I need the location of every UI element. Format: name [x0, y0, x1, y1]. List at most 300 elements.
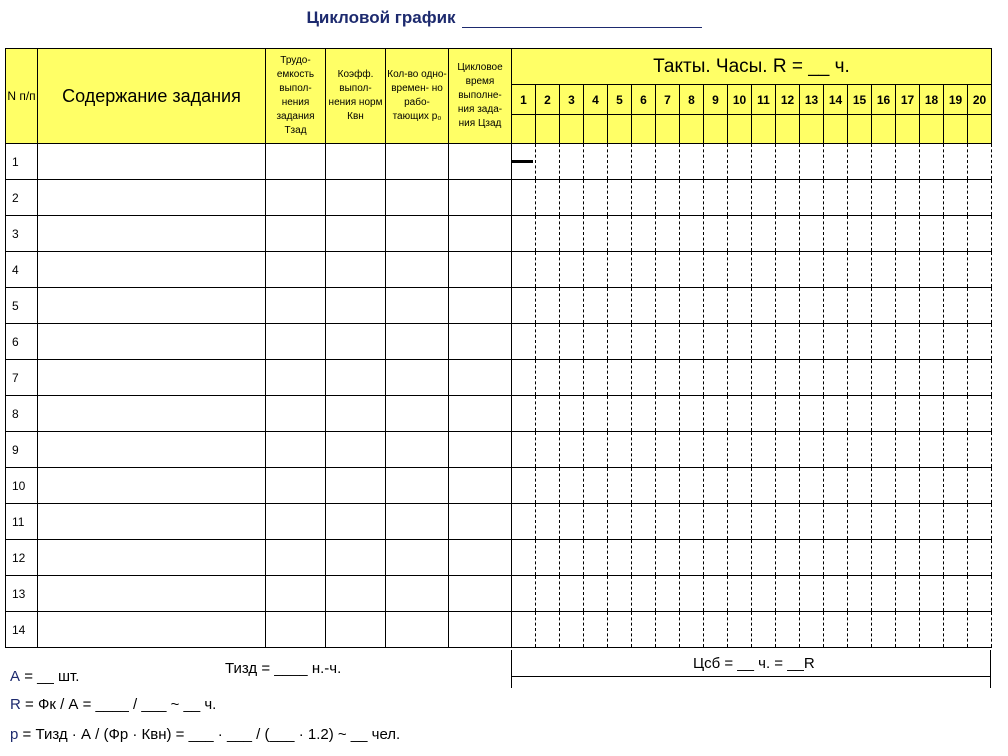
tact-cell[interactable] — [704, 468, 728, 504]
table-cell[interactable] — [266, 612, 326, 648]
tact-cell[interactable] — [920, 180, 944, 216]
tact-cell[interactable] — [968, 324, 992, 360]
tact-cell[interactable] — [536, 144, 560, 180]
tact-cell[interactable] — [968, 360, 992, 396]
tact-cell[interactable] — [824, 432, 848, 468]
tact-cell[interactable] — [704, 612, 728, 648]
table-cell[interactable] — [326, 540, 386, 576]
tact-cell[interactable] — [944, 360, 968, 396]
tact-cell[interactable] — [872, 432, 896, 468]
table-cell[interactable] — [266, 216, 326, 252]
tact-cell[interactable] — [776, 576, 800, 612]
tact-cell[interactable] — [944, 540, 968, 576]
table-cell[interactable] — [38, 180, 266, 216]
tact-cell[interactable] — [656, 540, 680, 576]
tact-cell[interactable] — [560, 396, 584, 432]
tact-cell[interactable] — [704, 252, 728, 288]
tact-cell[interactable] — [632, 504, 656, 540]
tact-cell[interactable] — [752, 180, 776, 216]
tact-cell[interactable] — [656, 468, 680, 504]
table-cell[interactable] — [386, 396, 449, 432]
table-cell[interactable] — [266, 180, 326, 216]
tact-cell[interactable] — [632, 540, 656, 576]
tact-cell[interactable] — [728, 180, 752, 216]
tact-cell[interactable] — [536, 360, 560, 396]
tact-cell[interactable] — [656, 288, 680, 324]
tact-cell[interactable] — [584, 180, 608, 216]
table-cell[interactable] — [326, 432, 386, 468]
tact-cell[interactable] — [848, 504, 872, 540]
tact-cell[interactable] — [584, 288, 608, 324]
tact-cell[interactable] — [560, 216, 584, 252]
tact-cell[interactable] — [656, 360, 680, 396]
tact-cell[interactable] — [776, 432, 800, 468]
tact-cell[interactable] — [632, 252, 656, 288]
table-cell[interactable] — [326, 252, 386, 288]
tact-cell[interactable] — [848, 612, 872, 648]
tact-cell[interactable] — [848, 180, 872, 216]
tact-cell[interactable] — [704, 360, 728, 396]
tact-cell[interactable] — [872, 288, 896, 324]
table-cell[interactable] — [326, 324, 386, 360]
tact-cell[interactable] — [680, 504, 704, 540]
table-cell[interactable] — [38, 360, 266, 396]
tact-cell[interactable] — [728, 396, 752, 432]
tact-cell[interactable] — [944, 288, 968, 324]
tact-cell[interactable] — [560, 540, 584, 576]
tact-cell[interactable] — [584, 360, 608, 396]
tact-cell[interactable] — [608, 576, 632, 612]
tact-cell[interactable] — [656, 252, 680, 288]
table-cell[interactable] — [38, 432, 266, 468]
table-cell[interactable] — [266, 468, 326, 504]
tact-cell[interactable] — [584, 540, 608, 576]
table-cell[interactable] — [386, 216, 449, 252]
tact-cell[interactable] — [800, 432, 824, 468]
tact-cell[interactable] — [704, 576, 728, 612]
tact-cell[interactable] — [680, 288, 704, 324]
tact-cell[interactable] — [920, 216, 944, 252]
tact-cell[interactable] — [680, 432, 704, 468]
table-cell[interactable] — [449, 252, 512, 288]
tact-cell[interactable] — [752, 288, 776, 324]
tact-cell[interactable] — [944, 576, 968, 612]
table-cell[interactable] — [326, 576, 386, 612]
table-cell[interactable] — [449, 288, 512, 324]
tact-cell[interactable] — [800, 180, 824, 216]
tact-cell[interactable] — [728, 432, 752, 468]
tact-cell[interactable] — [848, 360, 872, 396]
tact-cell[interactable] — [608, 612, 632, 648]
tact-cell[interactable] — [560, 180, 584, 216]
tact-cell[interactable] — [608, 360, 632, 396]
tact-cell[interactable] — [680, 396, 704, 432]
tact-cell[interactable] — [680, 252, 704, 288]
tact-cell[interactable] — [896, 540, 920, 576]
tact-cell[interactable] — [584, 504, 608, 540]
table-cell[interactable] — [326, 612, 386, 648]
table-cell[interactable] — [266, 504, 326, 540]
tact-cell[interactable] — [608, 432, 632, 468]
tact-cell[interactable] — [848, 540, 872, 576]
tact-cell[interactable] — [656, 576, 680, 612]
table-cell[interactable] — [386, 504, 449, 540]
tact-cell[interactable] — [608, 396, 632, 432]
tact-cell[interactable] — [920, 540, 944, 576]
tact-cell[interactable] — [680, 576, 704, 612]
table-cell[interactable] — [266, 396, 326, 432]
table-cell[interactable] — [386, 144, 449, 180]
tact-cell[interactable] — [536, 540, 560, 576]
tact-cell[interactable] — [512, 288, 536, 324]
tact-cell[interactable] — [968, 432, 992, 468]
tact-cell[interactable] — [752, 540, 776, 576]
tact-cell[interactable] — [584, 432, 608, 468]
tact-cell[interactable] — [632, 612, 656, 648]
tact-cell[interactable] — [584, 324, 608, 360]
table-cell[interactable] — [326, 144, 386, 180]
tact-cell[interactable] — [536, 396, 560, 432]
tact-cell[interactable] — [608, 324, 632, 360]
tact-cell[interactable] — [680, 180, 704, 216]
table-cell[interactable] — [326, 180, 386, 216]
tact-cell[interactable] — [800, 216, 824, 252]
tact-cell[interactable] — [704, 180, 728, 216]
tact-cell[interactable] — [896, 288, 920, 324]
tact-cell[interactable] — [872, 252, 896, 288]
tact-cell[interactable] — [728, 504, 752, 540]
tact-cell[interactable] — [752, 144, 776, 180]
tact-cell[interactable] — [512, 216, 536, 252]
tact-cell[interactable] — [776, 468, 800, 504]
tact-cell[interactable] — [920, 432, 944, 468]
tact-cell[interactable] — [608, 540, 632, 576]
table-cell[interactable] — [449, 396, 512, 432]
tact-cell[interactable] — [896, 180, 920, 216]
tact-cell[interactable] — [800, 324, 824, 360]
tact-cell[interactable] — [920, 288, 944, 324]
table-cell[interactable] — [38, 612, 266, 648]
tact-cell[interactable] — [968, 504, 992, 540]
tact-cell[interactable] — [776, 324, 800, 360]
tact-cell[interactable] — [968, 576, 992, 612]
tact-cell[interactable] — [584, 468, 608, 504]
tact-cell[interactable] — [536, 432, 560, 468]
tact-cell[interactable] — [632, 432, 656, 468]
tact-cell[interactable] — [944, 468, 968, 504]
tact-cell[interactable] — [680, 216, 704, 252]
tact-cell[interactable] — [800, 144, 824, 180]
tact-cell[interactable] — [704, 324, 728, 360]
tact-cell[interactable] — [656, 144, 680, 180]
table-cell[interactable] — [386, 612, 449, 648]
tact-cell[interactable] — [776, 504, 800, 540]
tact-cell[interactable] — [728, 252, 752, 288]
tact-cell[interactable] — [680, 612, 704, 648]
tact-cell[interactable] — [968, 144, 992, 180]
tact-cell[interactable] — [656, 324, 680, 360]
tact-cell[interactable] — [944, 504, 968, 540]
table-cell[interactable] — [386, 180, 449, 216]
tact-cell[interactable] — [968, 180, 992, 216]
tact-cell[interactable] — [560, 144, 584, 180]
tact-cell[interactable] — [848, 576, 872, 612]
tact-cell[interactable] — [752, 468, 776, 504]
tact-cell[interactable] — [632, 396, 656, 432]
tact-cell[interactable] — [560, 504, 584, 540]
tact-cell[interactable] — [632, 288, 656, 324]
tact-cell[interactable] — [920, 576, 944, 612]
tact-cell[interactable] — [536, 180, 560, 216]
table-cell[interactable] — [266, 432, 326, 468]
table-cell[interactable] — [38, 396, 266, 432]
tact-cell[interactable] — [872, 504, 896, 540]
tact-cell[interactable] — [944, 180, 968, 216]
tact-cell[interactable] — [512, 180, 536, 216]
tact-cell[interactable] — [728, 324, 752, 360]
table-cell[interactable] — [449, 612, 512, 648]
tact-cell[interactable] — [752, 396, 776, 432]
table-cell[interactable] — [38, 216, 266, 252]
tact-cell[interactable] — [536, 252, 560, 288]
tact-cell[interactable] — [728, 360, 752, 396]
table-cell[interactable] — [38, 468, 266, 504]
tact-cell[interactable] — [920, 360, 944, 396]
tact-cell[interactable] — [920, 612, 944, 648]
tact-cell[interactable] — [752, 432, 776, 468]
tact-cell[interactable] — [968, 288, 992, 324]
tact-cell[interactable] — [824, 396, 848, 432]
tact-cell[interactable] — [608, 144, 632, 180]
tact-cell[interactable] — [776, 288, 800, 324]
tact-cell[interactable] — [824, 324, 848, 360]
tact-cell[interactable] — [848, 432, 872, 468]
tact-cell[interactable] — [608, 288, 632, 324]
table-cell[interactable] — [449, 216, 512, 252]
tact-cell[interactable] — [680, 360, 704, 396]
table-cell[interactable] — [386, 288, 449, 324]
table-cell[interactable] — [326, 504, 386, 540]
tact-cell[interactable] — [704, 432, 728, 468]
tact-cell[interactable] — [824, 468, 848, 504]
tact-cell[interactable] — [608, 504, 632, 540]
tact-cell[interactable] — [896, 504, 920, 540]
tact-cell[interactable] — [824, 504, 848, 540]
tact-cell[interactable] — [776, 216, 800, 252]
table-cell[interactable] — [449, 504, 512, 540]
tact-cell[interactable] — [800, 252, 824, 288]
table-cell[interactable] — [266, 252, 326, 288]
tact-cell[interactable] — [824, 144, 848, 180]
tact-cell[interactable] — [512, 432, 536, 468]
tact-cell[interactable] — [872, 468, 896, 504]
tact-cell[interactable] — [656, 612, 680, 648]
tact-cell[interactable] — [608, 252, 632, 288]
tact-cell[interactable] — [512, 324, 536, 360]
tact-cell[interactable] — [824, 252, 848, 288]
tact-cell[interactable] — [728, 144, 752, 180]
tact-cell[interactable] — [944, 324, 968, 360]
tact-cell[interactable] — [584, 612, 608, 648]
tact-cell[interactable] — [920, 504, 944, 540]
tact-cell[interactable] — [536, 612, 560, 648]
tact-cell[interactable] — [776, 540, 800, 576]
table-cell[interactable] — [449, 468, 512, 504]
table-cell[interactable] — [386, 252, 449, 288]
tact-cell[interactable] — [800, 360, 824, 396]
tact-cell[interactable] — [872, 396, 896, 432]
tact-cell[interactable] — [968, 540, 992, 576]
tact-cell[interactable] — [728, 540, 752, 576]
tact-cell[interactable] — [536, 468, 560, 504]
tact-cell[interactable] — [944, 612, 968, 648]
table-cell[interactable] — [266, 576, 326, 612]
tact-cell[interactable] — [752, 504, 776, 540]
tact-cell[interactable] — [704, 540, 728, 576]
tact-cell[interactable] — [632, 360, 656, 396]
tact-cell[interactable] — [800, 612, 824, 648]
tact-cell[interactable] — [752, 576, 776, 612]
tact-cell[interactable] — [848, 396, 872, 432]
tact-cell[interactable] — [560, 324, 584, 360]
table-cell[interactable] — [266, 360, 326, 396]
table-cell[interactable] — [38, 324, 266, 360]
tact-cell[interactable] — [896, 360, 920, 396]
tact-cell[interactable] — [824, 360, 848, 396]
tact-cell[interactable] — [584, 396, 608, 432]
tact-cell[interactable] — [800, 288, 824, 324]
tact-cell[interactable] — [824, 216, 848, 252]
tact-cell[interactable] — [896, 144, 920, 180]
tact-cell[interactable] — [512, 504, 536, 540]
table-cell[interactable] — [38, 144, 266, 180]
tact-cell[interactable] — [872, 324, 896, 360]
tact-cell[interactable] — [680, 324, 704, 360]
tact-cell[interactable] — [560, 576, 584, 612]
tact-cell[interactable] — [848, 288, 872, 324]
tact-cell[interactable] — [920, 468, 944, 504]
tact-cell[interactable] — [608, 180, 632, 216]
tact-cell[interactable] — [848, 252, 872, 288]
tact-cell[interactable] — [800, 468, 824, 504]
tact-cell[interactable] — [512, 540, 536, 576]
tact-cell[interactable] — [584, 252, 608, 288]
table-cell[interactable] — [386, 540, 449, 576]
tact-cell[interactable] — [632, 216, 656, 252]
tact-cell[interactable] — [728, 576, 752, 612]
table-cell[interactable] — [38, 504, 266, 540]
tact-cell[interactable] — [944, 432, 968, 468]
tact-cell[interactable] — [608, 468, 632, 504]
tact-cell[interactable] — [872, 576, 896, 612]
tact-cell[interactable] — [704, 396, 728, 432]
tact-cell[interactable] — [944, 216, 968, 252]
table-cell[interactable] — [449, 360, 512, 396]
tact-cell[interactable] — [680, 468, 704, 504]
tact-cell[interactable] — [776, 252, 800, 288]
tact-cell[interactable] — [776, 180, 800, 216]
tact-cell[interactable] — [896, 396, 920, 432]
table-cell[interactable] — [449, 144, 512, 180]
tact-cell[interactable] — [536, 216, 560, 252]
tact-cell[interactable] — [656, 216, 680, 252]
tact-cell[interactable] — [776, 396, 800, 432]
tact-cell[interactable] — [824, 612, 848, 648]
table-cell[interactable] — [38, 288, 266, 324]
tact-cell[interactable] — [752, 360, 776, 396]
tact-cell[interactable] — [872, 540, 896, 576]
tact-cell[interactable] — [872, 216, 896, 252]
tact-cell[interactable] — [728, 612, 752, 648]
tact-cell[interactable] — [704, 144, 728, 180]
tact-cell[interactable] — [896, 216, 920, 252]
tact-cell[interactable] — [680, 144, 704, 180]
tact-cell[interactable] — [896, 324, 920, 360]
tact-cell[interactable] — [704, 288, 728, 324]
tact-cell[interactable] — [728, 468, 752, 504]
tact-cell[interactable] — [632, 576, 656, 612]
tact-cell[interactable] — [848, 144, 872, 180]
tact-cell[interactable] — [512, 396, 536, 432]
tact-cell[interactable] — [560, 252, 584, 288]
table-cell[interactable] — [38, 252, 266, 288]
tact-cell[interactable] — [560, 468, 584, 504]
table-cell[interactable] — [38, 540, 266, 576]
tact-cell[interactable] — [872, 180, 896, 216]
tact-cell[interactable] — [560, 612, 584, 648]
tact-cell[interactable] — [920, 324, 944, 360]
table-cell[interactable] — [449, 432, 512, 468]
tact-cell[interactable] — [704, 216, 728, 252]
tact-cell[interactable] — [944, 252, 968, 288]
tact-cell[interactable] — [800, 396, 824, 432]
tact-cell[interactable] — [968, 468, 992, 504]
tact-cell[interactable] — [584, 576, 608, 612]
table-cell[interactable] — [326, 288, 386, 324]
tact-cell[interactable] — [944, 144, 968, 180]
tact-cell[interactable] — [632, 144, 656, 180]
tact-cell[interactable] — [872, 612, 896, 648]
tact-cell[interactable] — [776, 144, 800, 180]
tact-cell[interactable] — [704, 504, 728, 540]
tact-cell[interactable] — [632, 180, 656, 216]
table-cell[interactable] — [38, 576, 266, 612]
tact-cell[interactable] — [896, 252, 920, 288]
tact-cell[interactable] — [800, 540, 824, 576]
tact-cell[interactable] — [728, 216, 752, 252]
tact-cell[interactable] — [632, 468, 656, 504]
tact-cell[interactable] — [536, 504, 560, 540]
tact-cell[interactable] — [872, 360, 896, 396]
tact-cell[interactable] — [512, 612, 536, 648]
tact-cell[interactable] — [920, 144, 944, 180]
tact-cell[interactable] — [944, 396, 968, 432]
tact-cell[interactable] — [920, 396, 944, 432]
tact-cell[interactable] — [968, 252, 992, 288]
tact-cell[interactable] — [560, 360, 584, 396]
table-cell[interactable] — [386, 576, 449, 612]
table-cell[interactable] — [449, 576, 512, 612]
tact-cell[interactable] — [848, 216, 872, 252]
table-cell[interactable] — [386, 468, 449, 504]
table-cell[interactable] — [266, 144, 326, 180]
tact-cell[interactable] — [800, 504, 824, 540]
tact-cell[interactable] — [536, 576, 560, 612]
tact-cell[interactable] — [800, 576, 824, 612]
table-cell[interactable] — [266, 324, 326, 360]
tact-cell[interactable] — [632, 324, 656, 360]
table-cell[interactable] — [386, 360, 449, 396]
